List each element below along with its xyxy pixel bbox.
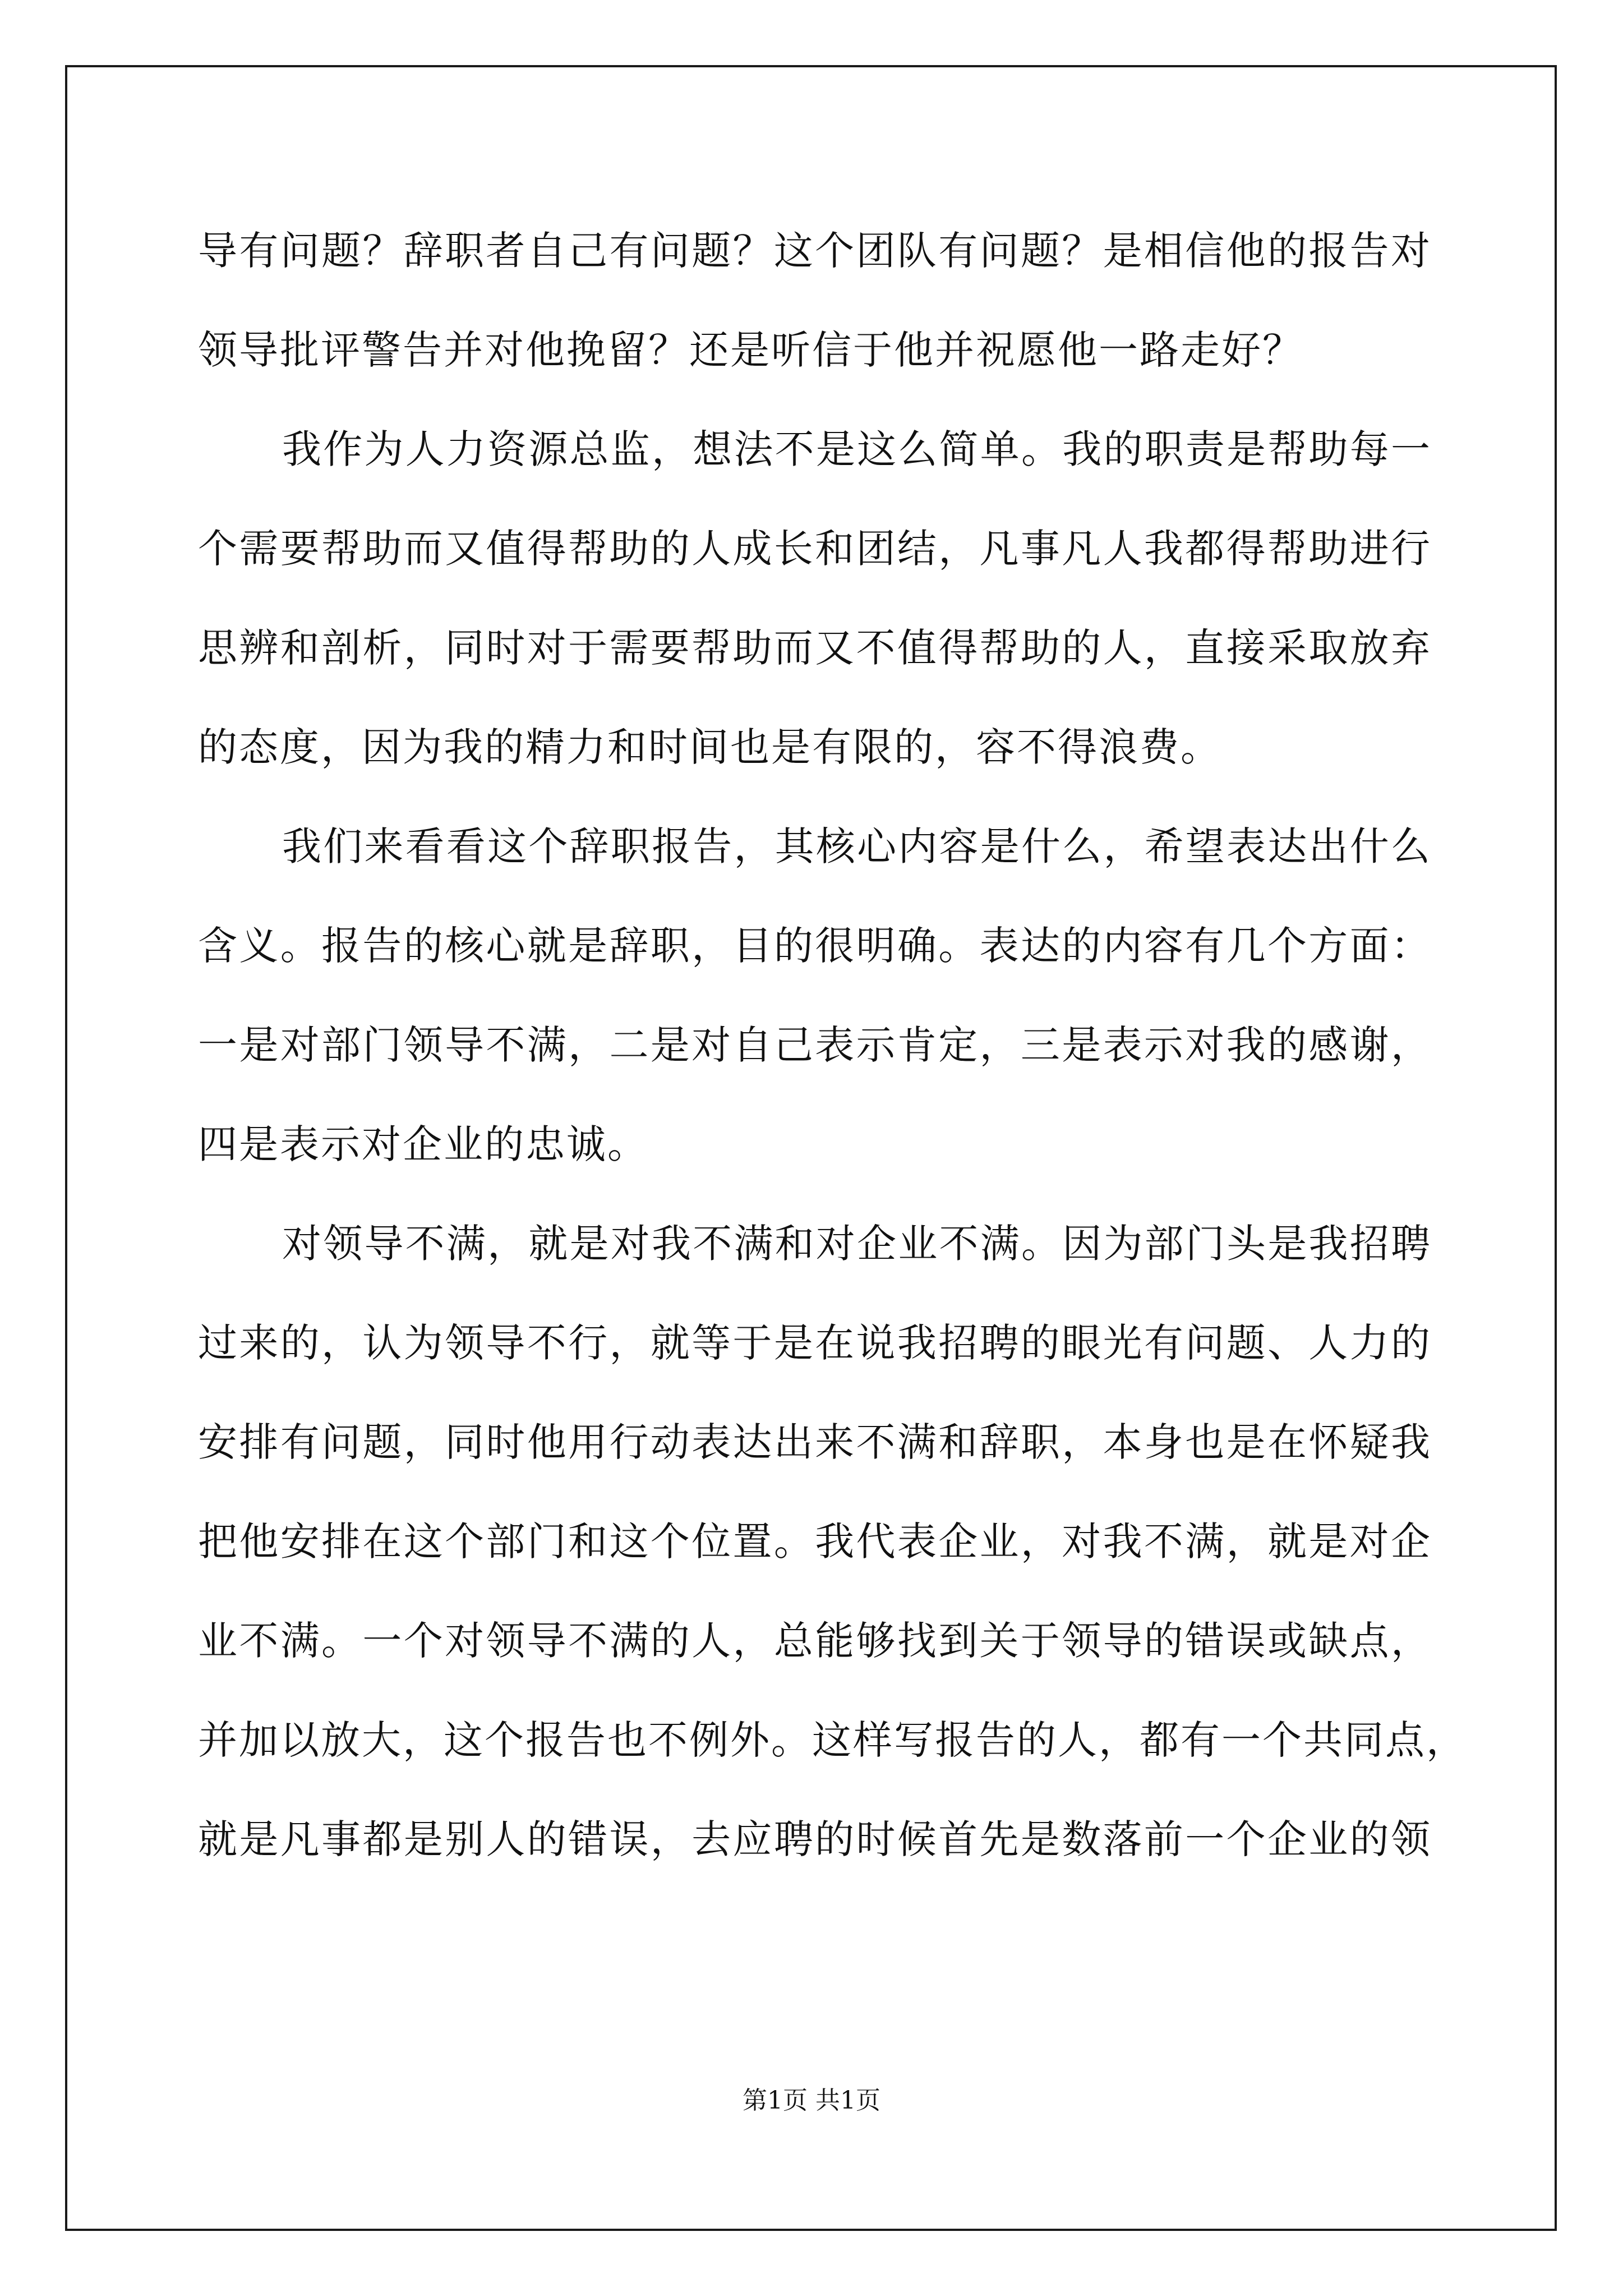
text-line: 就是凡事都是别人的错误，去应聘的时候首先是数落前一个企业的领 (198, 1816, 1432, 1862)
text-line: 领导批评警告并对他挽留？还是听信于他并祝愿他一路走好？ (198, 327, 1303, 373)
paragraph-first-line: 我们来看看这个辞职报告，其核心内容是什么，希望表达出什么 (282, 823, 1432, 869)
text-line: 个需要帮助而又值得帮助的人成长和团结，凡事凡人我都得帮助进行 (198, 526, 1432, 572)
text-line: 把他安排在这个部门和这个位置。我代表企业，对我不满，就是对企 (198, 1519, 1432, 1565)
paragraph-first-line: 对领导不满，就是对我不满和对企业不满。因为部门头是我招聘 (282, 1221, 1432, 1267)
text-line: 一是对部门领导不满，二是对自己表示肯定，三是表示对我的感谢， (198, 1022, 1432, 1068)
text-line: 含义。报告的核心就是辞职，目的很明确。表达的内容有几个方面： (198, 923, 1432, 969)
document-body (198, 209, 1467, 1897)
text-line: 过来的，认为领导不行，就等于是在说我招聘的眼光有问题、人力的 (198, 1320, 1432, 1366)
text-line: 安排有问题，同时他用行动表达出来不满和辞职，本身也是在怀疑我 (198, 1419, 1432, 1465)
paragraph-first-line: 我作为人力资源总监，想法不是这么简单。我的职责是帮助每一 (282, 426, 1432, 472)
text-line: 的态度，因为我的精力和时间也是有限的，容不得浪费。 (198, 724, 1221, 770)
page-number-footer: 第1页 共1页 (743, 2086, 880, 2115)
text-line: 业不满。一个对领导不满的人，总能够找到关于领导的错误或缺点， (198, 1618, 1432, 1664)
text-line: 思辨和剖析，同时对于需要帮助而又不值得帮助的人，直接采取放弃 (198, 625, 1432, 671)
text-line: 四是表示对企业的忠诚。 (198, 1121, 648, 1167)
text-line: 导有问题？辞职者自己有问题？这个团队有问题？是相信他的报告对 (198, 228, 1432, 274)
text-line: 并加以放大，这个报告也不例外。这样写报告的人，都有一个共同点， (198, 1717, 1467, 1763)
